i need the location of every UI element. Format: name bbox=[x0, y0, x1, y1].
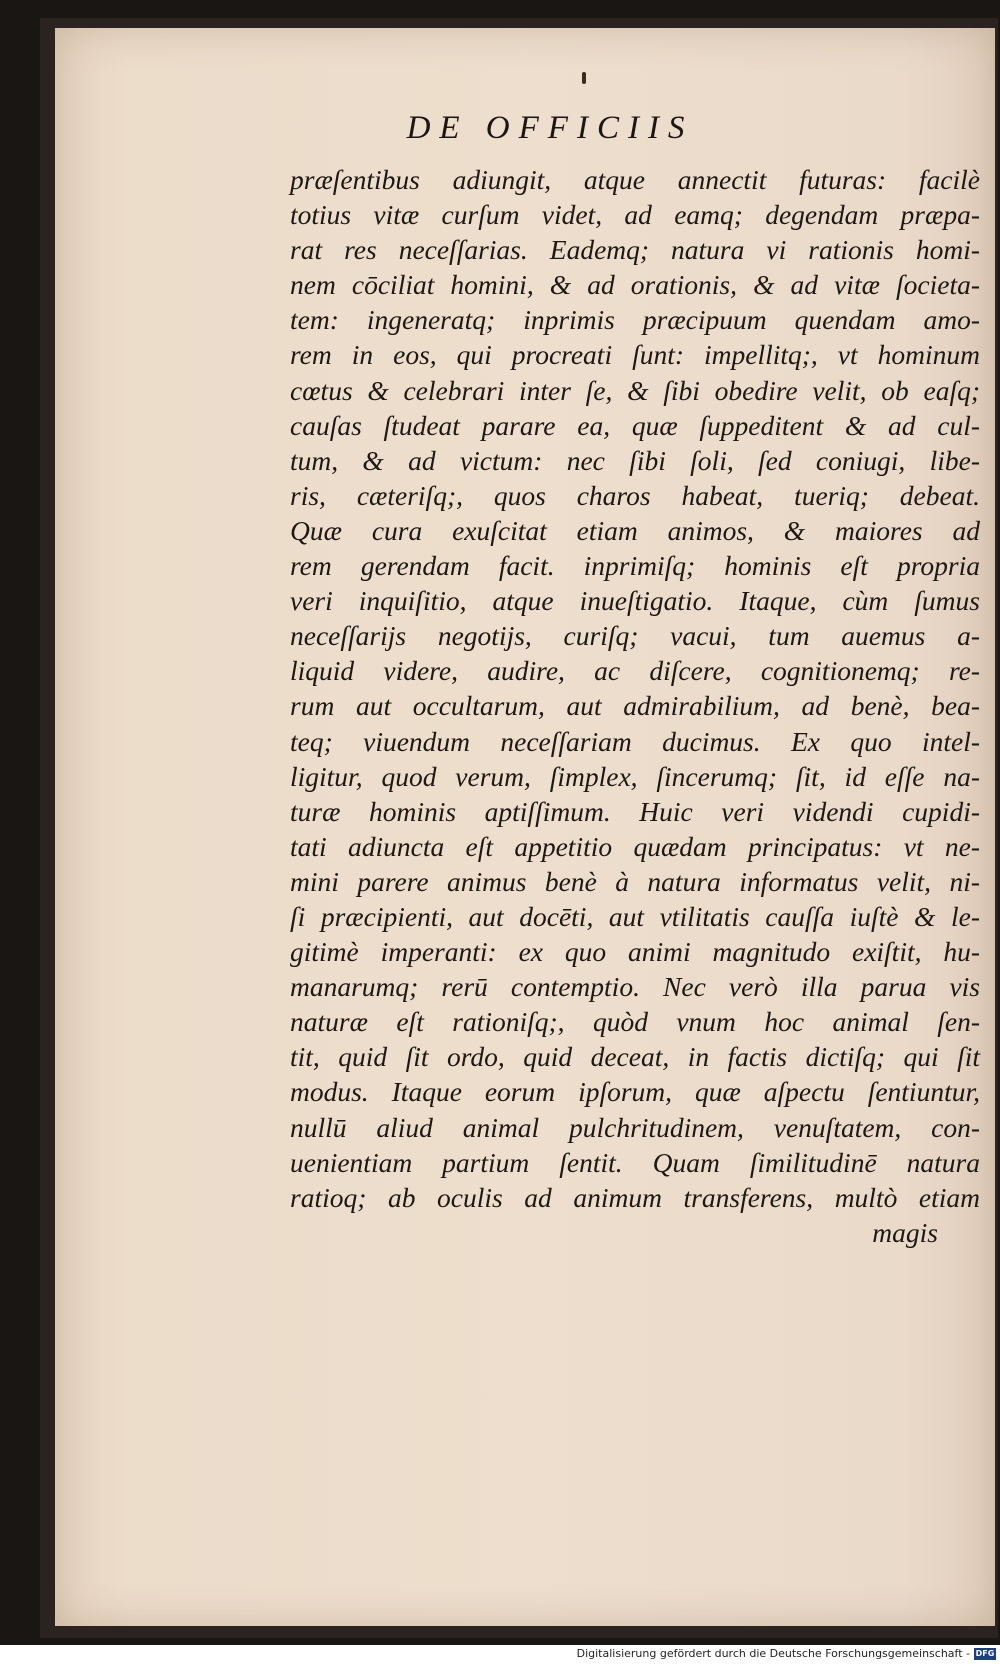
text-line: manarumq; rerū contemptio. Nec verò illa parua vis bbox=[290, 971, 980, 1003]
text-line: rem in eos, qui procreati ſunt: impellitq;, vt hominum bbox=[290, 339, 980, 371]
text-line: turæ hominis aptiſſimum. Huic veri videndi cupidi- bbox=[290, 795, 980, 827]
text-line: tem: ingeneratq; inprimis præcipuum quendam amo- bbox=[290, 304, 980, 336]
text-line: teq; viuendum neceſſariam ducimus. Ex quo intel- bbox=[290, 725, 980, 757]
text-line: ris, cæteriſq;, quos charos habeat, tueriq; debeat. bbox=[290, 479, 980, 511]
text-line: Quæ cura exuſcitat etiam animos, & maiores ad bbox=[290, 514, 980, 546]
text-line: rum aut occultarum, aut admirabilium, ad benè, bea- bbox=[290, 690, 980, 722]
text-line: cœtus & celebrari inter ſe, & ſibi obedire velit, ob eaſq; bbox=[290, 374, 980, 406]
running-head: DE OFFICIIS bbox=[406, 110, 694, 146]
text-line: ratioq; ab oculis ad animum transferens, multò etiam bbox=[290, 1181, 980, 1213]
text-line: liquid videre, audire, ac diſcere, cognitionemq; re- bbox=[290, 655, 980, 687]
text-line: naturæ eſt rationiſq;, quòd vnum hoc animal ſen- bbox=[290, 1006, 980, 1038]
text-line: nem cōciliat homini, & ad orationis, & ad vitæ ſocieta- bbox=[290, 269, 980, 301]
text-line: tum, & ad victum: nec ſibi ſoli, ſed coniugi, libe- bbox=[290, 444, 980, 476]
text-line: rat res neceſſarias. Eademq; natura vi rationis homi- bbox=[290, 234, 980, 266]
text-line: totius vitæ curſum videt, ad eamq; degendam præpa- bbox=[290, 199, 980, 231]
text-line: tit, quid ſit ordo, quid deceat, in factis dictiſq; qui ſit bbox=[290, 1041, 980, 1073]
text-line: modus. Itaque eorum ipſorum, quæ aſpectu ſentiuntur, bbox=[290, 1076, 980, 1108]
catchword: magis bbox=[872, 1216, 938, 1248]
text-line: ligitur, quod verum, ſimplex, ſincerumq; ſit, id eſſe na- bbox=[290, 760, 980, 792]
text-line: gitimè imperanti: ex quo animi magnitudo exiſtit, hu- bbox=[290, 936, 980, 968]
text-line: veri inquiſitio, atque inueſtigatio. Itaque, cùm ſumus bbox=[290, 585, 980, 617]
ink-mark bbox=[582, 72, 586, 84]
text-line: neceſſarijs negotijs, curiſq; vacui, tum auemus a- bbox=[290, 620, 980, 652]
text-line: præſentibus adiungit, atque annectit futuras: facilè bbox=[290, 164, 980, 195]
text-line: uenientiam partium ſentit. Quam ſimilitudinē natura bbox=[290, 1146, 980, 1178]
text-line: mini parere animus benè à natura informatus velit, ni- bbox=[290, 865, 980, 897]
body-text bbox=[290, 162, 980, 1250]
text-line: nullū aliud animal pulchritudinem, venuſtatem, con- bbox=[290, 1111, 980, 1143]
footer-credit: Digitalisierung gefördert durch die Deutsche Forschungsgemeinschaft - bbox=[576, 1647, 970, 1660]
text-line: cauſas ſtudeat parare ea, quæ ſuppeditent & ad cul- bbox=[290, 409, 980, 441]
text-line: rem gerendam facit. inprimiſq; hominis eſt propria bbox=[290, 550, 980, 582]
text-line: ſi præcipienti, aut docēti, aut vtilitatis cauſſa iuſtè & le- bbox=[290, 900, 980, 932]
dfg-logo-icon: DFG bbox=[975, 1649, 995, 1658]
text-line: tati adiuncta eſt appetitio quædam principatus: vt ne- bbox=[290, 830, 980, 862]
